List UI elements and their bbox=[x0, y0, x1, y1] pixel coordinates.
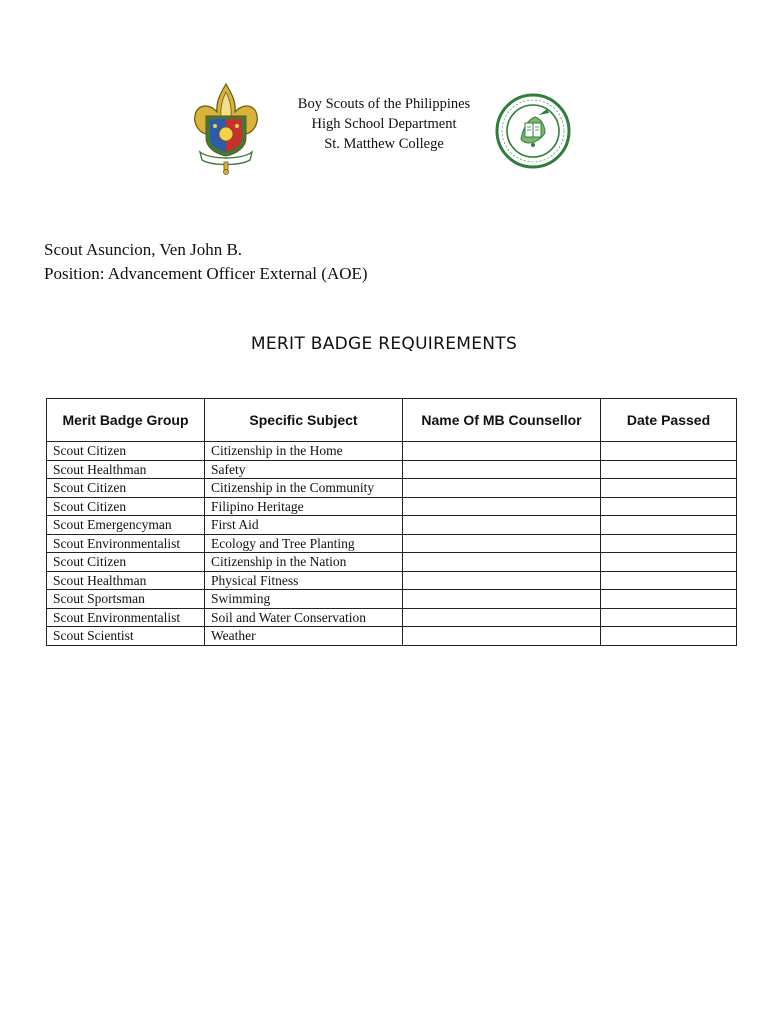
cell-group: Scout Citizen bbox=[47, 442, 205, 461]
table-header-row bbox=[47, 399, 737, 442]
cell-subject: Ecology and Tree Planting bbox=[205, 534, 403, 553]
cell-counsellor[interactable] bbox=[403, 516, 601, 535]
cell-counsellor[interactable] bbox=[403, 553, 601, 572]
cell-group: Scout Healthman bbox=[47, 571, 205, 590]
college-seal-icon bbox=[495, 93, 571, 169]
cell-date[interactable] bbox=[601, 590, 737, 609]
cell-subject: Safety bbox=[205, 460, 403, 479]
cell-subject: Swimming bbox=[205, 590, 403, 609]
cell-counsellor[interactable] bbox=[403, 534, 601, 553]
cell-group: Scout Citizen bbox=[47, 497, 205, 516]
table-row bbox=[47, 627, 737, 646]
cell-date[interactable] bbox=[601, 553, 737, 572]
table-row bbox=[47, 460, 737, 479]
table-row bbox=[47, 479, 737, 498]
cell-group: Scout Environmentalist bbox=[47, 534, 205, 553]
cell-subject: Citizenship in the Home bbox=[205, 442, 403, 461]
org-name-line: Boy Scouts of the Philippines bbox=[297, 96, 471, 112]
cell-date[interactable] bbox=[601, 571, 737, 590]
cell-date[interactable] bbox=[601, 479, 737, 498]
cell-counsellor[interactable] bbox=[403, 627, 601, 646]
cell-subject: Soil and Water Conservation bbox=[205, 608, 403, 627]
table-row bbox=[47, 590, 737, 609]
cell-date[interactable] bbox=[601, 627, 737, 646]
table-row bbox=[47, 442, 737, 461]
department-line: High School Department bbox=[311, 116, 457, 132]
column-header-group: Merit Badge Group bbox=[47, 399, 205, 442]
cell-counsellor[interactable] bbox=[403, 497, 601, 516]
cell-counsellor[interactable] bbox=[403, 608, 601, 627]
cell-counsellor[interactable] bbox=[403, 442, 601, 461]
cell-subject: Weather bbox=[205, 627, 403, 646]
column-header-counsellor: Name Of MB Counsellor bbox=[403, 399, 601, 442]
table-row bbox=[47, 553, 737, 572]
cell-counsellor[interactable] bbox=[403, 590, 601, 609]
school-name-line: St. Matthew College bbox=[324, 136, 444, 152]
cell-date[interactable] bbox=[601, 442, 737, 461]
merit-badge-table bbox=[46, 398, 737, 646]
scout-info bbox=[44, 238, 368, 286]
table-row bbox=[47, 571, 737, 590]
cell-date[interactable] bbox=[601, 534, 737, 553]
cell-group: Scout Citizen bbox=[47, 479, 205, 498]
cell-group: Scout Emergencyman bbox=[47, 516, 205, 535]
cell-group: Scout Scientist bbox=[47, 627, 205, 646]
table-row bbox=[47, 534, 737, 553]
table-row bbox=[47, 516, 737, 535]
cell-counsellor[interactable] bbox=[403, 460, 601, 479]
cell-subject: Physical Fitness bbox=[205, 571, 403, 590]
scout-position: Position: Advancement Officer External (AOE) bbox=[44, 264, 368, 283]
cell-group: Scout Citizen bbox=[47, 553, 205, 572]
table-row bbox=[47, 497, 737, 516]
cell-group: Scout Environmentalist bbox=[47, 608, 205, 627]
column-header-subject: Specific Subject bbox=[205, 399, 403, 442]
cell-date[interactable] bbox=[601, 497, 737, 516]
scout-name: Scout Asuncion, Ven John B. bbox=[44, 240, 243, 259]
table-row bbox=[47, 608, 737, 627]
page-title: MERIT BADGE REQUIREMENTS bbox=[250, 334, 518, 354]
cell-subject: First Aid bbox=[205, 516, 403, 535]
column-header-date: Date Passed bbox=[601, 399, 737, 442]
cell-date[interactable] bbox=[601, 516, 737, 535]
cell-subject: Citizenship in the Community bbox=[205, 479, 403, 498]
cell-group: Scout Healthman bbox=[47, 460, 205, 479]
cell-counsellor[interactable] bbox=[403, 571, 601, 590]
cell-subject: Filipino Heritage bbox=[205, 497, 403, 516]
organization-header bbox=[234, 94, 534, 154]
cell-subject: Citizenship in the Nation bbox=[205, 553, 403, 572]
cell-date[interactable] bbox=[601, 460, 737, 479]
cell-date[interactable] bbox=[601, 608, 737, 627]
cell-group: Scout Sportsman bbox=[47, 590, 205, 609]
cell-counsellor[interactable] bbox=[403, 479, 601, 498]
